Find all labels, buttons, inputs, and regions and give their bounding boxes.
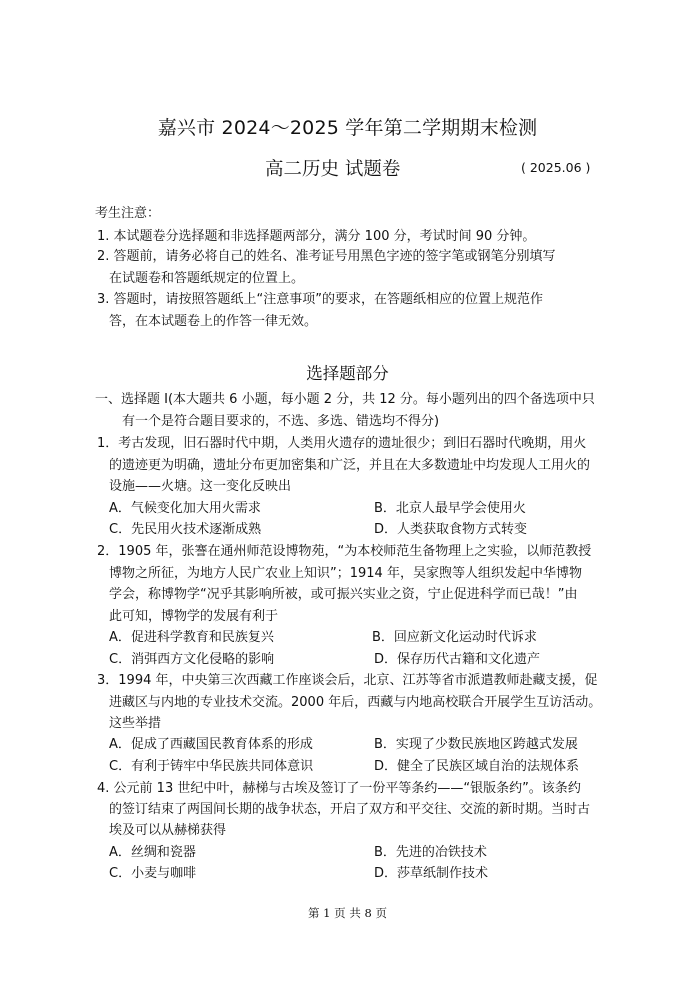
notice-item-3-cont: 答，在本试题卷上的作答一律无效。: [109, 314, 318, 329]
notice-item-2-cont: 在试题卷和答题纸规定的位置上。: [109, 271, 305, 286]
question-1-option-d: D．人类获取食物方式转变: [374, 522, 528, 537]
question-2-option-c: C．消弭西方文化侵略的影响: [109, 652, 275, 667]
notice-heading: 考生注意：: [95, 206, 161, 221]
question-2-stem-line: 学会，称博物学“况乎其影响所被，或可振兴实业之资，宁止促进科学而已哉！”由: [109, 587, 578, 602]
notice-item-3: 3. 答题时，请按照答题纸上“注意事项”的要求，在答题纸相应的位置上规范作: [97, 292, 544, 307]
question-3-option-c: C．有利于铸牢中华民族共同体意识: [109, 759, 314, 774]
question-4-option-b: B．先进的冶铁技术: [374, 845, 487, 860]
page-footer: 第 1 页 共 8 页: [308, 906, 387, 920]
question-2-option-d: D．保存历代古籍和文化遗产: [374, 652, 541, 667]
question-3-option-b: B．实现了少数民族地区跨越式发展: [374, 737, 578, 752]
question-3-option-a: A．促成了西藏国民教育体系的形成: [109, 737, 313, 752]
question-1-option-b: B．北京人最早学会使用火: [374, 501, 526, 516]
section-instructions-cont: 有一个是符合题目要求的，不选、多选、错选均不得分): [122, 414, 440, 429]
question-2-option-b: B．回应新文化运动时代诉求: [372, 630, 537, 645]
question-4-stem-line: 的签订结束了两国间长期的战争状态，开启了双方和平交往、交流的新时期。当时古: [109, 802, 591, 817]
question-3-option-d: D．健全了民族区域自治的法规体系: [374, 759, 580, 774]
notice-item-2: 2. 答题前，请务必将自己的姓名、准考证号用黑色字迹的签字笔或钢笔分别填写: [97, 249, 556, 264]
question-4-stem-line: 埃及可以从赫梯获得: [109, 823, 227, 838]
question-1-stem-line: 设施——火塘。这一变化反映出: [109, 479, 292, 494]
exam-subtitle: 高二历史 试题卷: [265, 159, 401, 180]
question-4-option-d: D．莎草纸制作技术: [374, 866, 489, 881]
question-1-stem: 1．考古发现，旧石器时代中期，人类用火遗存的遗址很少；到旧石器时代晚期，用火: [97, 436, 587, 451]
section-instructions: 一、选择题 Ⅰ(本大题共 6 小题，每小题 2 分，共 12 分。每小题列出的四个备选项中只: [95, 392, 595, 407]
question-2-option-a: A．促进科学教育和民族复兴: [109, 630, 274, 645]
question-1-option-c: C．先民用火技术逐渐成熟: [109, 522, 262, 537]
question-3-stem: 3．1994 年，中央第三次西藏工作座谈会后，北京、江苏等省市派遣教师赴藏支援，促: [97, 673, 598, 688]
exam-title: 嘉兴市 2024～2025 学年第二学期期末检测: [157, 117, 538, 139]
question-2-stem-line: 此可知，博物学的发展有利于: [109, 609, 279, 624]
section-title: 选择题部分: [306, 364, 389, 383]
question-1-option-a: A．气候变化加大用火需求: [109, 501, 261, 516]
question-2-stem: 2．1905 年，张謇在通州师范设博物苑，“为本校师范生备物理上之实验，以师范教授: [97, 544, 592, 559]
question-3-stem-line: 这些举措: [109, 716, 162, 731]
question-4-stem: 4. 公元前 13 世纪中叶，赫梯与古埃及签订了一份平等条约——“银版条约”。该条约: [97, 781, 581, 796]
question-4-option-a: A．丝绸和瓷器: [109, 845, 196, 860]
question-4-option-c: C．小麦与咖啡: [109, 866, 197, 881]
notice-item-1: 1. 本试题卷分选择题和非选择题两部分，满分 100 分，考试时间 90 分钟。: [97, 229, 536, 244]
exam-date: ( 2025.06 ): [521, 160, 591, 175]
question-2-stem-line: 博物之所征，为地方人民广农业上知识”；1914 年，吴家煦等人组织发起中华博物: [109, 566, 582, 581]
question-3-stem-line: 进藏区与内地的专业技术交流。2000 年后，西藏与内地高校联合开展学生互访活动。: [109, 695, 602, 710]
question-1-stem-line: 的遗迹更为明确，遗址分布更加密集和广泛，并且在大多数遗址中均发现人工用火的: [109, 458, 591, 473]
